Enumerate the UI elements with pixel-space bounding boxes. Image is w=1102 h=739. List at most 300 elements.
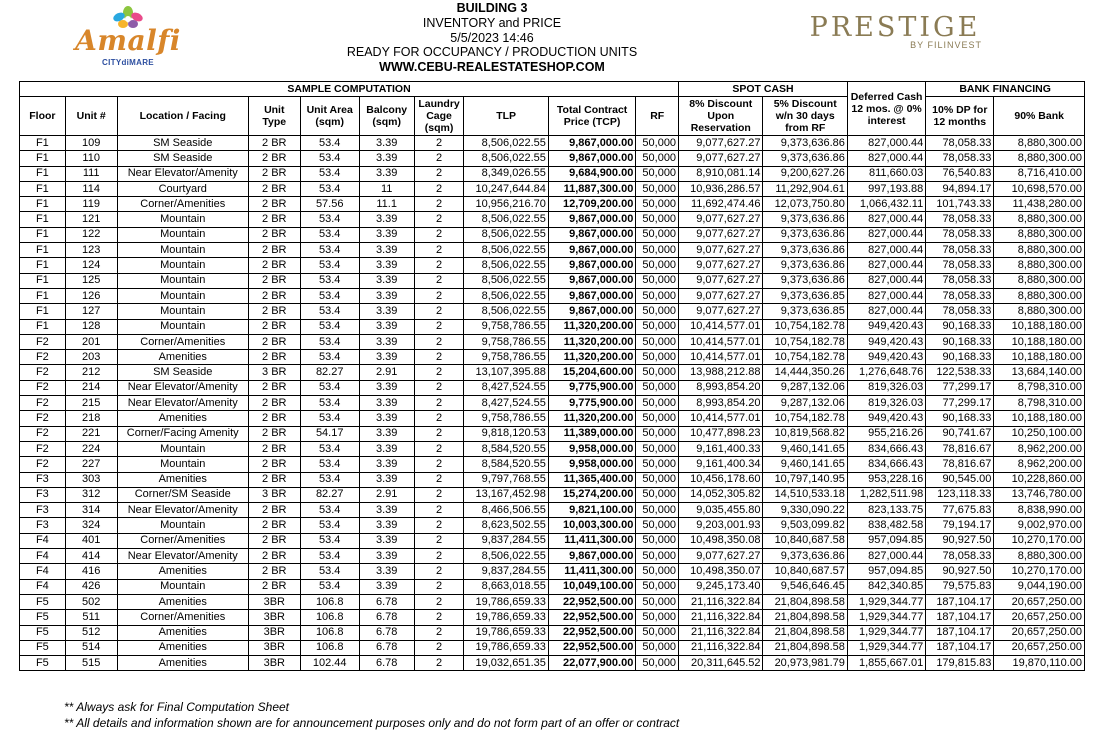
cell-tlp: 8,427,524.55 [464, 396, 548, 411]
table-row [20, 350, 1085, 365]
cell-area: 53.4 [300, 518, 359, 533]
cell-bank90: 8,798,310.00 [994, 380, 1085, 395]
cell-type: 3 BR [248, 487, 300, 502]
cell-bank90: 10,188,180.00 [994, 411, 1085, 426]
cell-location: Mountain [117, 441, 248, 456]
cell-dp10: 78,816.67 [926, 457, 994, 472]
cell-disc8: 9,077,627.27 [679, 288, 763, 303]
cell-tlp: 9,797,768.55 [464, 472, 548, 487]
cell-tlp: 9,758,786.55 [464, 334, 548, 349]
cell-balcony: 6.78 [359, 640, 414, 655]
cell-deferred: 997,193.88 [847, 181, 925, 196]
cell-bank90: 10,270,170.00 [994, 564, 1085, 579]
cell-area: 54.17 [300, 426, 359, 441]
cell-deferred: 827,000.44 [847, 136, 925, 151]
table-row [20, 181, 1085, 196]
cell-balcony: 6.78 [359, 625, 414, 640]
cell-bank90: 8,962,200.00 [994, 441, 1085, 456]
cell-tlp: 8,349,026.55 [464, 166, 548, 181]
cell-unit: 312 [65, 487, 117, 502]
cell-laundry: 2 [414, 503, 464, 518]
cell-disc8: 9,077,627.27 [679, 212, 763, 227]
cell-floor: F2 [20, 411, 66, 426]
cell-disc5: 9,373,636.86 [763, 227, 847, 242]
cell-laundry: 2 [414, 579, 464, 594]
cell-disc8: 11,692,474.46 [679, 197, 763, 212]
cell-dp10: 78,058.33 [926, 304, 994, 319]
cell-tcp: 11,320,200.00 [548, 319, 635, 334]
cell-type: 2 BR [248, 273, 300, 288]
table-row [20, 227, 1085, 242]
cell-deferred: 1,276,648.76 [847, 365, 925, 380]
cell-disc5: 21,804,898.58 [763, 640, 847, 655]
cell-dp10: 90,168.33 [926, 411, 994, 426]
cell-tlp: 9,758,786.55 [464, 411, 548, 426]
cell-balcony: 3.39 [359, 227, 414, 242]
cell-floor: F4 [20, 564, 66, 579]
cell-balcony: 3.39 [359, 457, 414, 472]
cell-floor: F1 [20, 136, 66, 151]
cell-deferred: 827,000.44 [847, 549, 925, 564]
cell-dp10: 122,538.33 [926, 365, 994, 380]
cell-tcp: 9,867,000.00 [548, 288, 635, 303]
cell-tcp: 9,867,000.00 [548, 212, 635, 227]
cell-location: Corner/Amenities [117, 610, 248, 625]
cell-bank90: 10,698,570.00 [994, 181, 1085, 196]
cell-balcony: 6.78 [359, 656, 414, 671]
cell-balcony: 3.39 [359, 151, 414, 166]
cell-dp10: 90,741.67 [926, 426, 994, 441]
cell-disc5: 11,292,904.61 [763, 181, 847, 196]
cell-floor: F1 [20, 181, 66, 196]
cell-balcony: 3.39 [359, 166, 414, 181]
table-row [20, 212, 1085, 227]
cell-bank90: 9,002,970.00 [994, 518, 1085, 533]
cell-location: Courtyard [117, 181, 248, 196]
table-row [20, 472, 1085, 487]
cell-location: Mountain [117, 258, 248, 273]
cell-floor: F2 [20, 365, 66, 380]
cell-disc8: 10,498,350.07 [679, 564, 763, 579]
cell-dp10: 187,104.17 [926, 594, 994, 609]
cell-type: 2 BR [248, 319, 300, 334]
cell-disc5: 9,373,636.86 [763, 151, 847, 166]
footnote-final-computation: ** Always ask for Final Computation Sheet [64, 700, 289, 714]
cell-floor: F5 [20, 625, 66, 640]
cell-tcp: 15,274,200.00 [548, 487, 635, 502]
cell-location: Amenities [117, 656, 248, 671]
cell-deferred: 842,340.85 [847, 579, 925, 594]
cell-tcp: 11,320,200.00 [548, 334, 635, 349]
cell-floor: F1 [20, 197, 66, 212]
cell-floor: F1 [20, 243, 66, 258]
cell-type: 2 BR [248, 503, 300, 518]
cell-type: 2 BR [248, 136, 300, 151]
cell-dp10: 77,299.17 [926, 380, 994, 395]
amalfi-logo [58, 6, 198, 66]
cell-unit: 214 [65, 380, 117, 395]
cell-type: 3BR [248, 625, 300, 640]
cell-disc8: 9,203,001.93 [679, 518, 763, 533]
cell-area: 53.4 [300, 304, 359, 319]
cell-bank90: 8,880,300.00 [994, 304, 1085, 319]
cell-laundry: 2 [414, 426, 464, 441]
cell-type: 2 BR [248, 288, 300, 303]
cell-rf: 50,000 [636, 181, 679, 196]
cell-area: 53.4 [300, 334, 359, 349]
cell-deferred: 834,666.43 [847, 441, 925, 456]
cell-balcony: 11 [359, 181, 414, 196]
cell-type: 2 BR [248, 212, 300, 227]
group-sample-computation: SAMPLE COMPUTATION [20, 82, 679, 97]
cell-rf: 50,000 [636, 166, 679, 181]
table-row [20, 564, 1085, 579]
cell-disc5: 9,287,132.06 [763, 396, 847, 411]
cell-location: Amenities [117, 411, 248, 426]
cell-tlp: 13,107,395.88 [464, 365, 548, 380]
table-row [20, 656, 1085, 671]
cell-floor: F3 [20, 518, 66, 533]
cell-rf: 50,000 [636, 243, 679, 258]
cell-location: Amenities [117, 350, 248, 365]
cell-type: 2 BR [248, 227, 300, 242]
cell-unit: 125 [65, 273, 117, 288]
col-location: Location / Facing [117, 97, 248, 136]
cell-laundry: 2 [414, 181, 464, 196]
cell-location: Near Elevator/Amenity [117, 396, 248, 411]
cell-area: 53.4 [300, 396, 359, 411]
cell-tlp: 8,506,022.55 [464, 304, 548, 319]
cell-disc5: 21,804,898.58 [763, 594, 847, 609]
cell-dp10: 76,540.83 [926, 166, 994, 181]
cell-tlp: 19,786,659.33 [464, 610, 548, 625]
table-row [20, 151, 1085, 166]
col-tcp: Total Contract Price (TCP) [548, 97, 635, 136]
table-row [20, 273, 1085, 288]
cell-area: 53.4 [300, 380, 359, 395]
cell-deferred: 949,420.43 [847, 350, 925, 365]
cell-laundry: 2 [414, 549, 464, 564]
cell-bank90: 20,657,250.00 [994, 594, 1085, 609]
cell-dp10: 79,575.83 [926, 579, 994, 594]
cell-disc8: 9,077,627.27 [679, 227, 763, 242]
cell-rf: 50,000 [636, 273, 679, 288]
cell-disc5: 9,460,141.65 [763, 441, 847, 456]
cell-balcony: 3.39 [359, 518, 414, 533]
cell-tlp: 8,506,022.55 [464, 136, 548, 151]
cell-dp10: 77,675.83 [926, 503, 994, 518]
cell-deferred: 834,666.43 [847, 457, 925, 472]
cell-bank90: 8,838,990.00 [994, 503, 1085, 518]
cell-laundry: 2 [414, 487, 464, 502]
cell-floor: F3 [20, 503, 66, 518]
cell-disc5: 21,804,898.58 [763, 610, 847, 625]
cell-bank90: 9,044,190.00 [994, 579, 1085, 594]
cell-laundry: 2 [414, 441, 464, 456]
cell-dp10: 90,545.00 [926, 472, 994, 487]
cell-area: 53.4 [300, 227, 359, 242]
cell-area: 102.44 [300, 656, 359, 671]
cell-balcony: 3.39 [359, 472, 414, 487]
cell-unit: 324 [65, 518, 117, 533]
cell-disc8: 9,035,455.80 [679, 503, 763, 518]
cell-disc8: 14,052,305.82 [679, 487, 763, 502]
cell-tcp: 9,867,000.00 [548, 227, 635, 242]
cell-laundry: 2 [414, 594, 464, 609]
cell-dp10: 78,058.33 [926, 227, 994, 242]
cell-tlp: 8,506,022.55 [464, 227, 548, 242]
cell-unit: 215 [65, 396, 117, 411]
cell-disc8: 10,414,577.01 [679, 411, 763, 426]
cell-laundry: 2 [414, 411, 464, 426]
col-floor: Floor [20, 97, 66, 136]
cell-unit: 122 [65, 227, 117, 242]
cell-floor: F1 [20, 166, 66, 181]
cell-unit: 121 [65, 212, 117, 227]
cell-type: 2 BR [248, 396, 300, 411]
cell-floor: F2 [20, 441, 66, 456]
cell-bank90: 8,880,300.00 [994, 151, 1085, 166]
cell-type: 2 BR [248, 411, 300, 426]
cell-unit: 426 [65, 579, 117, 594]
cell-laundry: 2 [414, 610, 464, 625]
inventory-table [19, 81, 1085, 671]
cell-type: 2 BR [248, 518, 300, 533]
website-link[interactable]: WWW.CEBU-REALESTATESHOP.COM [379, 60, 605, 75]
cell-bank90: 10,188,180.00 [994, 334, 1085, 349]
cell-rf: 50,000 [636, 136, 679, 151]
cell-disc8: 10,414,577.01 [679, 350, 763, 365]
cell-area: 106.8 [300, 640, 359, 655]
cell-balcony: 3.39 [359, 564, 414, 579]
cell-tlp: 10,956,216.70 [464, 197, 548, 212]
cell-tcp: 11,389,000.00 [548, 426, 635, 441]
cell-bank90: 8,880,300.00 [994, 258, 1085, 273]
cell-unit: 416 [65, 564, 117, 579]
cell-rf: 50,000 [636, 441, 679, 456]
cell-type: 2 BR [248, 334, 300, 349]
cell-tcp: 11,320,200.00 [548, 350, 635, 365]
cell-deferred: 957,094.85 [847, 564, 925, 579]
cell-location: Mountain [117, 212, 248, 227]
table-row [20, 243, 1085, 258]
footnote-disclaimer: ** All details and information shown are for announcement purposes only and do not form part of an offer or contract [64, 715, 680, 730]
cell-disc5: 10,754,182.78 [763, 411, 847, 426]
cell-balcony: 3.39 [359, 288, 414, 303]
cell-dp10: 94,894.17 [926, 181, 994, 196]
cell-location: Corner/Amenities [117, 334, 248, 349]
amalfi-logo-subtext: CITYdiMARE [102, 58, 154, 67]
cell-unit: 109 [65, 136, 117, 151]
cell-balcony: 2.91 [359, 365, 414, 380]
cell-deferred: 823,133.75 [847, 503, 925, 518]
cell-tcp: 9,867,000.00 [548, 151, 635, 166]
table-row [20, 258, 1085, 273]
cell-unit: 123 [65, 243, 117, 258]
cell-dp10: 187,104.17 [926, 610, 994, 625]
cell-rf: 50,000 [636, 625, 679, 640]
cell-laundry: 2 [414, 640, 464, 655]
cell-tcp: 11,320,200.00 [548, 411, 635, 426]
cell-disc8: 10,498,350.08 [679, 533, 763, 548]
cell-balcony: 3.39 [359, 350, 414, 365]
cell-rf: 50,000 [636, 610, 679, 625]
cell-floor: F1 [20, 227, 66, 242]
cell-area: 53.4 [300, 579, 359, 594]
cell-type: 2 BR [248, 181, 300, 196]
cell-floor: F1 [20, 258, 66, 273]
cell-bank90: 8,880,300.00 [994, 212, 1085, 227]
cell-disc5: 21,804,898.58 [763, 625, 847, 640]
prestige-logo [800, 12, 990, 56]
cell-balcony: 6.78 [359, 610, 414, 625]
cell-dp10: 78,058.33 [926, 212, 994, 227]
cell-location: Near Elevator/Amenity [117, 380, 248, 395]
cell-bank90: 19,870,110.00 [994, 656, 1085, 671]
cell-unit: 224 [65, 441, 117, 456]
cell-tcp: 10,049,100.00 [548, 579, 635, 594]
cell-location: Corner/SM Seaside [117, 487, 248, 502]
cell-unit: 212 [65, 365, 117, 380]
cell-disc5: 9,503,099.82 [763, 518, 847, 533]
prestige-logo-subtext: BY FILINVEST [910, 40, 982, 50]
cell-rf: 50,000 [636, 656, 679, 671]
cell-location: Near Elevator/Amenity [117, 503, 248, 518]
cell-balcony: 2.91 [359, 487, 414, 502]
cell-disc8: 21,116,322.84 [679, 610, 763, 625]
cell-rf: 50,000 [636, 457, 679, 472]
cell-unit: 512 [65, 625, 117, 640]
table-row [20, 625, 1085, 640]
cell-location: SM Seaside [117, 151, 248, 166]
cell-unit: 218 [65, 411, 117, 426]
cell-floor: F1 [20, 288, 66, 303]
cell-laundry: 2 [414, 380, 464, 395]
cell-dp10: 101,743.33 [926, 197, 994, 212]
cell-rf: 50,000 [636, 212, 679, 227]
cell-balcony: 3.39 [359, 441, 414, 456]
cell-type: 2 BR [248, 549, 300, 564]
cell-type: 2 BR [248, 151, 300, 166]
cell-bank90: 20,657,250.00 [994, 625, 1085, 640]
table-row [20, 334, 1085, 349]
cell-laundry: 2 [414, 258, 464, 273]
group-spot-cash: SPOT CASH [679, 82, 848, 97]
cell-dp10: 78,058.33 [926, 273, 994, 288]
table-row [20, 197, 1085, 212]
cell-area: 82.27 [300, 487, 359, 502]
cell-deferred: 827,000.44 [847, 304, 925, 319]
cell-tlp: 8,427,524.55 [464, 380, 548, 395]
col-laundry: Laundry Cage (sqm) [414, 97, 464, 136]
cell-floor: F2 [20, 334, 66, 349]
cell-rf: 50,000 [636, 288, 679, 303]
cell-disc5: 9,373,636.85 [763, 304, 847, 319]
cell-dp10: 90,168.33 [926, 350, 994, 365]
inventory-table-body [20, 136, 1085, 671]
cell-disc8: 21,116,322.84 [679, 640, 763, 655]
cell-tlp: 19,786,659.33 [464, 594, 548, 609]
cell-area: 53.4 [300, 212, 359, 227]
cell-balcony: 3.39 [359, 212, 414, 227]
cell-deferred: 1,282,511.98 [847, 487, 925, 502]
cell-laundry: 2 [414, 304, 464, 319]
cell-tcp: 9,821,100.00 [548, 503, 635, 518]
cell-location: Mountain [117, 227, 248, 242]
table-row [20, 319, 1085, 334]
cell-rf: 50,000 [636, 518, 679, 533]
cell-disc8: 8,910,081.14 [679, 166, 763, 181]
cell-bank90: 13,746,780.00 [994, 487, 1085, 502]
cell-bank90: 20,657,250.00 [994, 640, 1085, 655]
cell-unit: 110 [65, 151, 117, 166]
cell-rf: 50,000 [636, 380, 679, 395]
cell-floor: F1 [20, 151, 66, 166]
cell-bank90: 8,880,300.00 [994, 549, 1085, 564]
cell-laundry: 2 [414, 166, 464, 181]
cell-tcp: 9,684,900.00 [548, 166, 635, 181]
cell-tcp: 22,952,500.00 [548, 610, 635, 625]
cell-floor: F5 [20, 610, 66, 625]
table-row [20, 487, 1085, 502]
cell-location: Mountain [117, 579, 248, 594]
cell-rf: 50,000 [636, 227, 679, 242]
table-row [20, 457, 1085, 472]
cell-disc8: 9,077,627.27 [679, 258, 763, 273]
cell-balcony: 3.39 [359, 334, 414, 349]
cell-type: 2 BR [248, 533, 300, 548]
cell-area: 53.4 [300, 166, 359, 181]
cell-floor: F1 [20, 319, 66, 334]
cell-area: 53.4 [300, 457, 359, 472]
cell-balcony: 3.39 [359, 411, 414, 426]
cell-tcp: 15,204,600.00 [548, 365, 635, 380]
cell-area: 53.4 [300, 243, 359, 258]
cell-dp10: 78,058.33 [926, 151, 994, 166]
cell-tcp: 9,867,000.00 [548, 243, 635, 258]
cell-type: 2 BR [248, 243, 300, 258]
cell-floor: F1 [20, 273, 66, 288]
cell-unit: 128 [65, 319, 117, 334]
cell-disc5: 9,373,636.86 [763, 243, 847, 258]
cell-tlp: 8,506,022.55 [464, 212, 548, 227]
cell-deferred: 949,420.43 [847, 411, 925, 426]
cell-tcp: 22,952,500.00 [548, 640, 635, 655]
cell-tlp: 8,506,022.55 [464, 243, 548, 258]
cell-tcp: 22,952,500.00 [548, 625, 635, 640]
cell-tcp: 9,867,000.00 [548, 549, 635, 564]
cell-unit: 127 [65, 304, 117, 319]
cell-rf: 50,000 [636, 411, 679, 426]
cell-area: 106.8 [300, 610, 359, 625]
cell-dp10: 78,058.33 [926, 549, 994, 564]
cell-floor: F4 [20, 533, 66, 548]
cell-floor: F4 [20, 549, 66, 564]
cell-deferred: 811,660.03 [847, 166, 925, 181]
cell-location: Corner/Facing Amenity [117, 426, 248, 441]
cell-tcp: 9,775,900.00 [548, 380, 635, 395]
col-disc5: 5% Discount w/n 30 days from RF [763, 97, 847, 136]
cell-disc5: 9,373,636.86 [763, 136, 847, 151]
table-row [20, 288, 1085, 303]
cell-disc5: 9,546,646.45 [763, 579, 847, 594]
cell-type: 3BR [248, 656, 300, 671]
cell-rf: 50,000 [636, 594, 679, 609]
cell-unit: 303 [65, 472, 117, 487]
cell-laundry: 2 [414, 227, 464, 242]
cell-rf: 50,000 [636, 258, 679, 273]
cell-disc8: 9,077,627.27 [679, 243, 763, 258]
